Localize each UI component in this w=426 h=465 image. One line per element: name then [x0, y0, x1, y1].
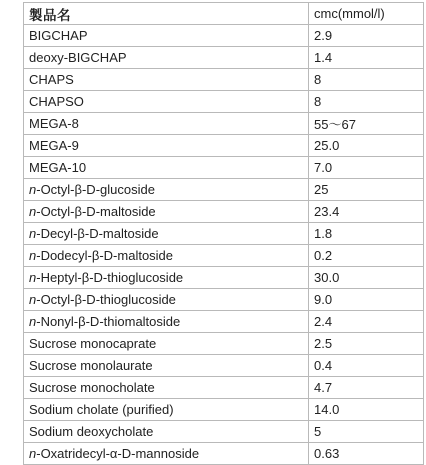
product-name: -Dodecyl-β-D-maltoside	[36, 248, 174, 263]
cmc-value-cell: 25.0	[309, 135, 424, 157]
product-name: MEGA-9	[29, 138, 79, 153]
cmc-value-cell: 1.8	[309, 223, 424, 245]
isomer-prefix: n	[29, 248, 37, 263]
product-name: Sucrose monolaurate	[29, 358, 153, 373]
cmc-value-cell: 25	[309, 179, 424, 201]
product-name-cell	[24, 377, 309, 399]
product-name-cell	[24, 223, 309, 245]
product-name: CHAPSO	[29, 94, 84, 109]
isomer-prefix: n	[29, 292, 37, 307]
column-header-cmc: cmc(mmol/l)	[309, 3, 424, 25]
product-name: -Decyl-β-D-maltoside	[36, 226, 159, 241]
product-name-cell	[24, 289, 309, 311]
table-header-row	[24, 3, 424, 25]
product-name: Sucrose monocaprate	[29, 336, 157, 351]
product-name: -Octyl-β-D-maltoside	[36, 204, 156, 219]
product-name-cell	[24, 267, 309, 289]
isomer-prefix: n	[29, 446, 37, 461]
cmc-value-cell: 5	[309, 421, 424, 443]
product-name-cell	[24, 157, 309, 179]
cmc-table	[23, 2, 424, 465]
table-row	[24, 201, 424, 223]
product-name: CHAPS	[29, 72, 74, 87]
product-name: -Heptyl-β-D-thioglucoside	[36, 270, 184, 285]
product-name-cell	[24, 443, 309, 465]
cmc-value-cell: 14.0	[309, 399, 424, 421]
cmc-value-cell: 30.0	[309, 267, 424, 289]
table-row	[24, 245, 424, 267]
table-row	[24, 223, 424, 245]
table-row	[24, 113, 424, 135]
table-row	[24, 399, 424, 421]
table-row	[24, 91, 424, 113]
isomer-prefix: n	[29, 226, 37, 241]
cmc-value-cell: 1.4	[309, 47, 424, 69]
table-row	[24, 135, 424, 157]
product-name-cell	[24, 311, 309, 333]
cmc-value-cell: 55〜67	[309, 113, 424, 135]
table-row	[24, 421, 424, 443]
isomer-prefix: n	[29, 314, 37, 329]
product-name-cell	[24, 113, 309, 135]
isomer-prefix: n	[29, 182, 37, 197]
cmc-value-cell: 4.7	[309, 377, 424, 399]
table-row	[24, 311, 424, 333]
table-row	[24, 377, 424, 399]
product-name-cell	[24, 399, 309, 421]
table-row	[24, 289, 424, 311]
product-name-cell	[24, 179, 309, 201]
table-row	[24, 443, 424, 465]
cmc-value-cell: 8	[309, 69, 424, 91]
table-row	[24, 157, 424, 179]
cmc-value-cell: 2.4	[309, 311, 424, 333]
product-name: -Octyl-β-D-glucoside	[36, 182, 155, 197]
product-name-cell	[24, 25, 309, 47]
isomer-prefix: n	[29, 204, 37, 219]
cmc-value-cell: 2.5	[309, 333, 424, 355]
table-row	[24, 333, 424, 355]
cmc-value-cell: 7.0	[309, 157, 424, 179]
cmc-value-cell: 0.63	[309, 443, 424, 465]
product-name: MEGA-8	[29, 116, 79, 131]
product-name-cell	[24, 69, 309, 91]
cmc-value-cell: 9.0	[309, 289, 424, 311]
cmc-value-cell: 0.2	[309, 245, 424, 267]
product-name-cell	[24, 135, 309, 157]
product-name: deoxy-BIGCHAP	[29, 50, 127, 65]
table-row	[24, 25, 424, 47]
table-row	[24, 69, 424, 91]
product-name-cell	[24, 91, 309, 113]
table-body	[24, 25, 424, 465]
cmc-value-cell: 2.9	[309, 25, 424, 47]
product-name: Sodium cholate (purified)	[29, 402, 174, 417]
product-name-cell	[24, 245, 309, 267]
product-name-cell	[24, 47, 309, 69]
product-name-cell	[24, 333, 309, 355]
table-row	[24, 267, 424, 289]
product-name: MEGA-10	[29, 160, 87, 175]
column-header-product-name: 製品名	[24, 3, 309, 25]
product-name-cell	[24, 355, 309, 377]
table-row	[24, 179, 424, 201]
table-row	[24, 355, 424, 377]
cmc-value-cell: 8	[309, 91, 424, 113]
product-name: Sodium deoxycholate	[29, 424, 154, 439]
product-name: -Oxatridecyl-α-D-mannoside	[36, 446, 200, 461]
isomer-prefix: n	[29, 270, 37, 285]
product-name: -Nonyl-β-D-thiomaltoside	[36, 314, 181, 329]
cmc-value-cell: 23.4	[309, 201, 424, 223]
cmc-value-cell: 0.4	[309, 355, 424, 377]
product-name: Sucrose monocholate	[29, 380, 155, 395]
product-name-cell	[24, 201, 309, 223]
product-name: -Octyl-β-D-thioglucoside	[36, 292, 176, 307]
table-row	[24, 47, 424, 69]
product-name-cell	[24, 421, 309, 443]
product-name: BIGCHAP	[29, 28, 88, 43]
